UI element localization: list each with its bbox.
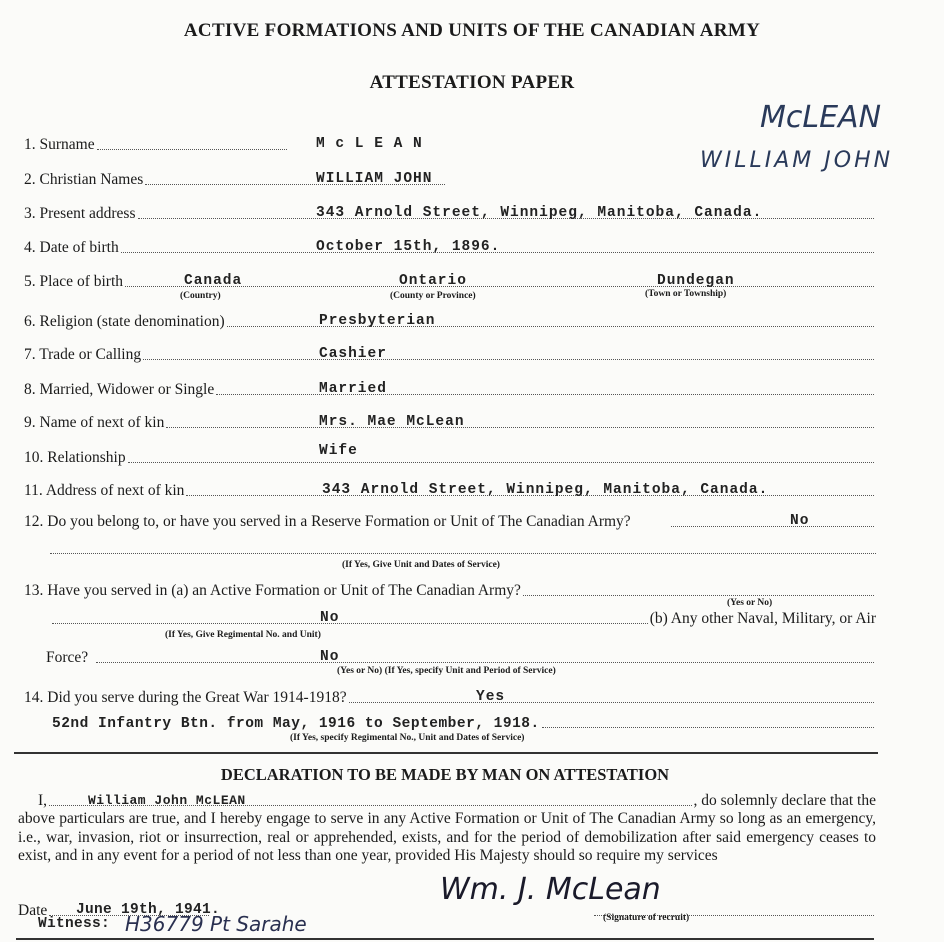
- label: 6. Religion (state denomination): [24, 313, 225, 330]
- field-christian-names: [24, 169, 876, 189]
- label: 1. Surname: [24, 136, 95, 153]
- label: I,: [38, 792, 48, 809]
- document-title: ACTIVE FORMATIONS AND UNITS OF THE CANADIAN ARMY: [183, 20, 761, 41]
- date-value: June 19th, 1941.: [76, 902, 221, 918]
- value-surname: M c L E A N: [316, 136, 423, 152]
- label: 10. Relationship: [24, 449, 126, 466]
- value-dob: October 15th, 1896.: [316, 239, 501, 255]
- field-dob: [24, 237, 876, 257]
- label: 3. Present address: [24, 205, 136, 222]
- label: 14. Did you serve during the Great War 1914-1918?: [24, 689, 347, 706]
- declaration-body: [18, 810, 876, 866]
- value-relationship: Wife: [319, 443, 358, 459]
- leader: [97, 149, 287, 150]
- field-trade: [24, 344, 876, 364]
- question-14: [24, 687, 876, 707]
- value-kin-address: 343 Arnold Street, Winnipeg, Manitoba, Canada.: [322, 482, 769, 498]
- note-province: (County or Province): [390, 291, 476, 301]
- label: Date: [18, 902, 48, 919]
- note-q13b: (Yes or No) (If Yes, specify Unit and Period of Service): [337, 666, 556, 676]
- note-town: (Town or Township): [645, 289, 727, 299]
- bottom-rule: [16, 938, 874, 940]
- note-signature: (Signature of recruit): [603, 913, 690, 923]
- note-q13a: (If Yes, Give Regimental No. and Unit): [165, 630, 321, 640]
- document-subtitle: ATTESTATION PAPER: [369, 72, 575, 93]
- field-relationship: [24, 443, 876, 467]
- leader: [216, 394, 874, 395]
- field-kin-address: [24, 480, 876, 500]
- value-q14: Yes: [476, 689, 506, 705]
- value-religion: Presbyterian: [319, 313, 436, 329]
- label: 13. Have you served in (a) an Active Formation or Unit of The Canadian Army?: [24, 582, 521, 599]
- leader: [671, 526, 874, 527]
- declaration-text: above particulars are true, and I hereby engage to serve in any Active Formation or Unit of The Canadian Army so long as an emergency, i.e., war, invasion, riot or insurrection, real or apprehended, exists, and for the period of demobilization after said emergency ceases to exist, and in any event for a period of not less than one year, provided His Majesty should so require my services: [18, 810, 876, 864]
- leader: [143, 359, 874, 360]
- question-13a: [24, 580, 876, 600]
- declarant-name: William John McLEAN: [88, 793, 246, 808]
- field-marital-status: [24, 379, 876, 399]
- label: 11. Address of next of kin: [24, 482, 185, 499]
- field-place-of-birth: [24, 271, 876, 291]
- value-country: Canada: [184, 273, 243, 289]
- value-trade: Cashier: [319, 346, 387, 362]
- question-12: [24, 511, 876, 531]
- leader: [52, 623, 648, 624]
- label: (b) Any other Naval, Military, or Air: [649, 610, 876, 627]
- divider: [14, 752, 878, 754]
- value-names: WILLIAM JOHN: [316, 171, 433, 187]
- field-surname: [24, 134, 876, 154]
- witness-label: Witness:: [38, 916, 111, 932]
- value-q13b: No: [320, 649, 340, 665]
- dotted-line: [50, 553, 876, 554]
- value-next-of-kin: Mrs. Mae McLean: [319, 414, 465, 430]
- handwritten-surname: McLEAN: [760, 100, 882, 135]
- note-country: (Country): [180, 291, 221, 301]
- note-yes-no: (Yes or No): [727, 598, 773, 608]
- leader: [349, 702, 874, 703]
- value-marital: Married: [319, 381, 387, 397]
- recruit-signature: Wm. J. McLean: [440, 872, 661, 907]
- leader: [128, 462, 874, 463]
- value-q12: No: [790, 513, 810, 529]
- label: 12. Do you belong to, or have you served in a Reserve Formation or Unit of The Canadian Army?: [24, 513, 631, 530]
- field-religion: [24, 311, 876, 331]
- declaration-name-line: [38, 790, 876, 810]
- witness-value: H36779 Pt Sarahe: [125, 912, 307, 936]
- leader: [96, 662, 874, 663]
- label: 7. Trade or Calling: [24, 346, 142, 363]
- value-q14-detail: 52nd Infantry Btn. from May, 1916 to September, 1918.: [52, 716, 540, 732]
- note-q14: (If Yes, specify Regimental No., Unit and Dates of Service): [290, 733, 525, 743]
- value-address: 343 Arnold Street, Winnipeg, Manitoba, Canada.: [316, 205, 763, 221]
- note-q12: (If Yes, Give Unit and Dates of Service): [342, 560, 500, 570]
- question-13b: [50, 608, 876, 628]
- value-province: Ontario: [399, 273, 467, 289]
- value-q13a: No: [320, 610, 340, 626]
- label: Force?: [46, 649, 89, 666]
- leader: [542, 727, 874, 728]
- handwritten-names: WILLIAM JOHN: [700, 148, 894, 173]
- declaration-title: DECLARATION TO BE MADE BY MAN ON ATTESTATION: [220, 765, 670, 784]
- question-13-force: [46, 647, 876, 667]
- label: 2. Christian Names: [24, 171, 144, 188]
- label: 8. Married, Widower or Single: [24, 381, 215, 398]
- label: 9. Name of next of kin: [24, 414, 165, 431]
- leader: [523, 595, 874, 596]
- value-town: Dundegan: [657, 273, 735, 289]
- question-14-detail: [52, 712, 876, 732]
- field-next-of-kin: [24, 412, 876, 432]
- label: 4. Date of birth: [24, 239, 119, 256]
- leader: [166, 427, 874, 428]
- label: 5. Place of birth: [24, 273, 124, 290]
- label: , do solemnly declare that the: [693, 792, 876, 809]
- field-address: [24, 203, 876, 223]
